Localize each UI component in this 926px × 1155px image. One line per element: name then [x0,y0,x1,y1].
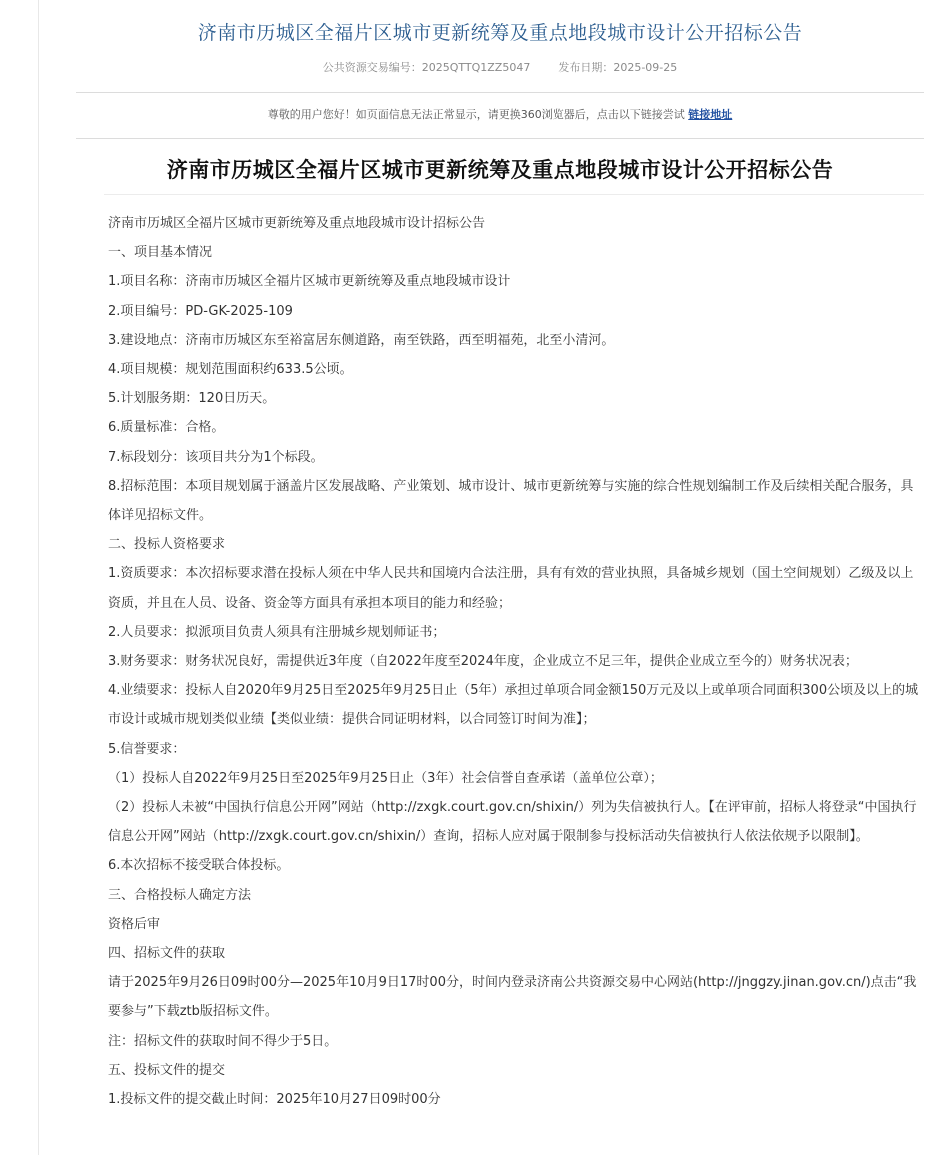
notice-text: 尊敬的用户您好！如页面信息无法正常显示，请更换360浏览器后，点击以下链接尝试 [267,108,685,121]
trade-number: 公共资源交易编号：2025QTTQ1ZZ5047 [322,61,531,74]
title-divider [104,194,924,195]
section-heading: 一、项目基本情况 [108,245,213,261]
paragraph: 4.业绩要求：投标人自2020年9月25日至2025年9月25日止（5年）承担过单项合同金额150万元及以上或单项合同面积300公顷及以上的城市设计或城市规划类似业绩【类似业绩：提供合同证明材料，以合同签订时间为准】； [108,683,919,728]
paragraph: 6.本次招标不接受联合体投标。 [108,858,290,874]
paragraph: 注：招标文件的获取时间不得少于5日。 [108,1033,338,1049]
paragraph: 1.资质要求：本次招标要求潜在投标人须在中华人民共和国境内合法注册，具有有效的营业执照，具备城乡规划（国土空间规划）乙级及以上资质，并且在人员、设备、资金等方面具有承担本项目的能力和经验； [108,566,914,611]
section-heading: 五、投标文件的提交 [108,1062,226,1078]
section-heading: 二、投标人资格要求 [108,537,226,553]
paragraph: 8.招标范围：本项目规划属于涵盖片区发展战略、产业策划、城市设计、城市更新统筹与实施的综合性规划编制工作及后续相关配合服务，具体详见招标文件。 [108,478,914,524]
paragraph: 2.项目编号：PD-GK-2025-109 [108,303,293,319]
paragraph: 6.质量标准：合格。 [108,420,225,436]
article-subtitle: 济南市历城区全福片区城市更新统筹及重点地段城市设计招标公告 [108,216,486,231]
header-title: 济南市历城区全福片区城市更新统筹及重点地段城市设计公开招标公告 [197,22,803,44]
article-title: 济南市历城区全福片区城市更新统筹及重点地段城市设计公开招标公告 [166,158,834,182]
paragraph: 3.建设地点：济南市历城区东至裕富居东侧道路，南至铁路，西至明福苑，北至小清河。 [108,332,615,348]
paragraph: 请于2025年9月26日09时00分—2025年10月9日17时00分，时间内登录济南公共资源交易中心网站(http://jnggzy.jinan.gov.cn/)点击“我要参与”下载ztb版招标文件。 [108,975,917,1020]
page-left-border [38,0,39,1155]
paragraph: 7.标段划分：该项目共分为1个标段。 [108,449,324,465]
paragraph: 3.财务要求：财务状况良好，需提供近3年度（自2022年度至2024年度，企业成立不足三年，提供企业成立至今的）财务状况表； [108,654,858,670]
paragraph: 2.人员要求：拟派项目负责人须具有注册城乡规划师证书； [108,624,446,640]
paragraph: 1.项目名称：济南市历城区全福片区城市更新统筹及重点地段城市设计 [108,274,511,290]
paragraph: 资格后审 [108,916,161,932]
header-meta [76,60,924,76]
article-body [108,209,922,1114]
paragraph: （2）投标人未被“中国执行信息公开网”网站（http://zxgk.court.gov.cn/shixin/）列为失信被执行人。【在评审前，招标人将登录“中国执行信息公开网”网站（http://zxgk.court.gov.cn/shixin/）查询，招标人应对属于限制参与投标活动失信被执行人依法依规予以限制】。 [108,800,917,845]
section-heading: 四、招标文件的获取 [108,946,226,962]
page-header [76,0,924,93]
paragraph: 4.项目规模：规划范围面积约633.5公顷。 [108,362,353,378]
section-heading: 三、合格投标人确定方法 [108,887,252,903]
paragraph: 1.投标文件的提交截止时间：2025年10月27日09时00分 [108,1092,441,1108]
paragraph: 5.信誉要求： [108,741,186,757]
browser-notice [76,92,924,139]
publish-date: 发布日期：2025-09-25 [558,61,678,74]
paragraph: （1）投标人自2022年9月25日至2025年9月25日止（3年）社会信誉自查承诺（盖单位公章）； [108,770,663,786]
paragraph: 5.计划服务期：120日历天。 [108,391,276,407]
notice-link[interactable]: 链接地址 [688,108,733,121]
